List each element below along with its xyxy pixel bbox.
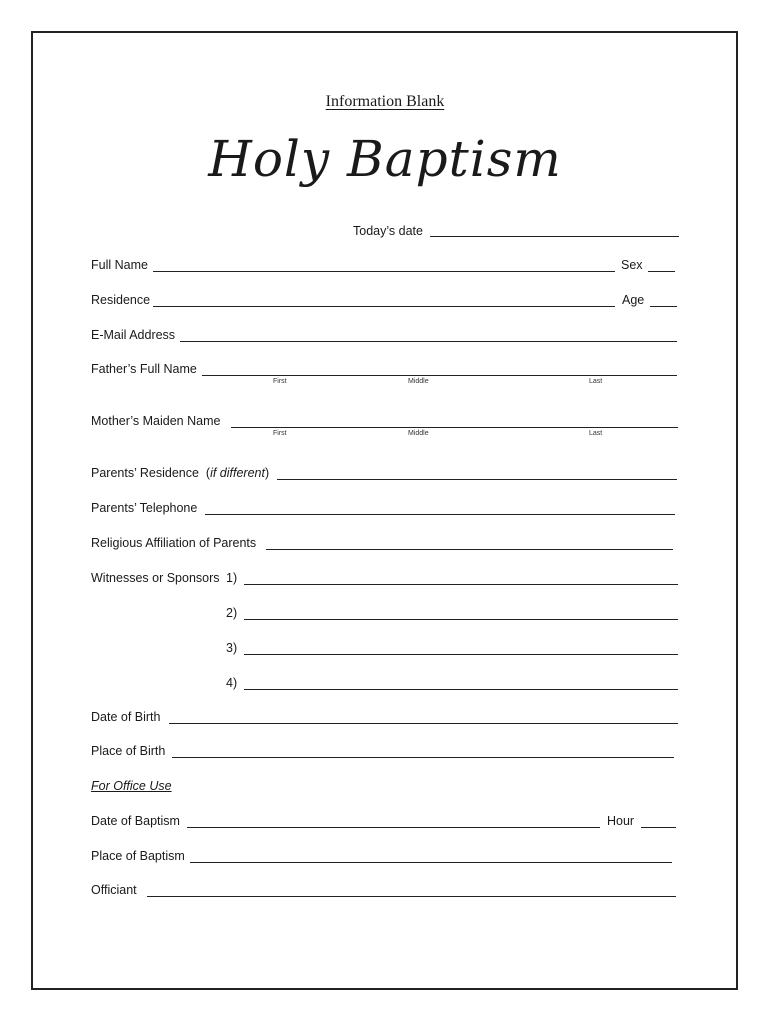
religious-affiliation-field[interactable] — [266, 549, 673, 550]
form-title: Holy Baptism — [208, 130, 562, 188]
hour-label: Hour — [607, 814, 635, 828]
witnesses-label: Witnesses or Sponsors — [91, 571, 220, 585]
parents-residence-label — [91, 466, 269, 480]
place-of-birth-label: Place of Birth — [91, 744, 166, 758]
office-use-heading: For Office Use — [91, 779, 172, 793]
father-first-caption: First — [273, 378, 287, 385]
witness-3-number: 3) — [226, 641, 238, 655]
parents-residence-note: if different — [210, 466, 265, 480]
parents-telephone-label: Parents’ Telephone — [91, 501, 198, 515]
full-name-label: Full Name — [91, 258, 148, 272]
sex-field[interactable] — [648, 271, 675, 272]
full-name-field[interactable] — [153, 271, 615, 272]
witness-4-number: 4) — [226, 676, 238, 690]
officiant-field[interactable] — [147, 896, 676, 897]
place-of-birth-field[interactable] — [172, 757, 674, 758]
parents-residence-open-paren: ( — [205, 466, 211, 480]
age-label: Age — [622, 293, 645, 307]
parents-telephone-field[interactable] — [205, 514, 675, 515]
date-of-baptism-field[interactable] — [187, 827, 600, 828]
father-last-caption: Last — [589, 378, 603, 385]
place-of-baptism-field[interactable] — [190, 862, 672, 863]
date-of-baptism-label: Date of Baptism — [91, 814, 180, 828]
parents-residence-text: Parents’ Residence — [91, 466, 199, 480]
email-field[interactable] — [180, 341, 677, 342]
father-name-field[interactable] — [202, 375, 677, 376]
witness-4-field[interactable] — [244, 689, 678, 690]
parents-residence-close-paren: ) — [264, 466, 270, 480]
place-of-baptism-label: Place of Baptism — [91, 849, 185, 863]
witness-2-field[interactable] — [244, 619, 678, 620]
parents-residence-field[interactable] — [277, 479, 677, 480]
hour-field[interactable] — [641, 827, 676, 828]
date-of-birth-label: Date of Birth — [91, 710, 161, 724]
form-header-text: Information Blank — [325, 93, 445, 110]
age-field[interactable] — [650, 306, 677, 307]
todays-date-label: Today’s date — [353, 224, 423, 238]
date-of-birth-field[interactable] — [169, 723, 678, 724]
mother-first-caption: First — [273, 430, 287, 437]
witness-2-number: 2) — [226, 606, 238, 620]
todays-date-field[interactable] — [430, 236, 679, 237]
mother-last-caption: Last — [589, 430, 603, 437]
witness-1-number: 1) — [226, 571, 238, 585]
officiant-label: Officiant — [91, 883, 137, 897]
witness-3-field[interactable] — [244, 654, 678, 655]
father-name-label: Father’s Full Name — [91, 362, 197, 376]
form-header — [0, 93, 770, 111]
mother-name-field[interactable] — [231, 427, 678, 428]
mother-name-label: Mother’s Maiden Name — [91, 414, 221, 428]
email-label: E-Mail Address — [91, 328, 176, 342]
father-middle-caption: Middle — [408, 378, 429, 385]
residence-label: Residence — [91, 293, 151, 307]
witness-1-field[interactable] — [244, 584, 678, 585]
sex-label: Sex — [621, 258, 643, 272]
religious-affiliation-label: Religious Affiliation of Parents — [91, 536, 257, 550]
residence-field[interactable] — [153, 306, 615, 307]
mother-middle-caption: Middle — [408, 430, 429, 437]
